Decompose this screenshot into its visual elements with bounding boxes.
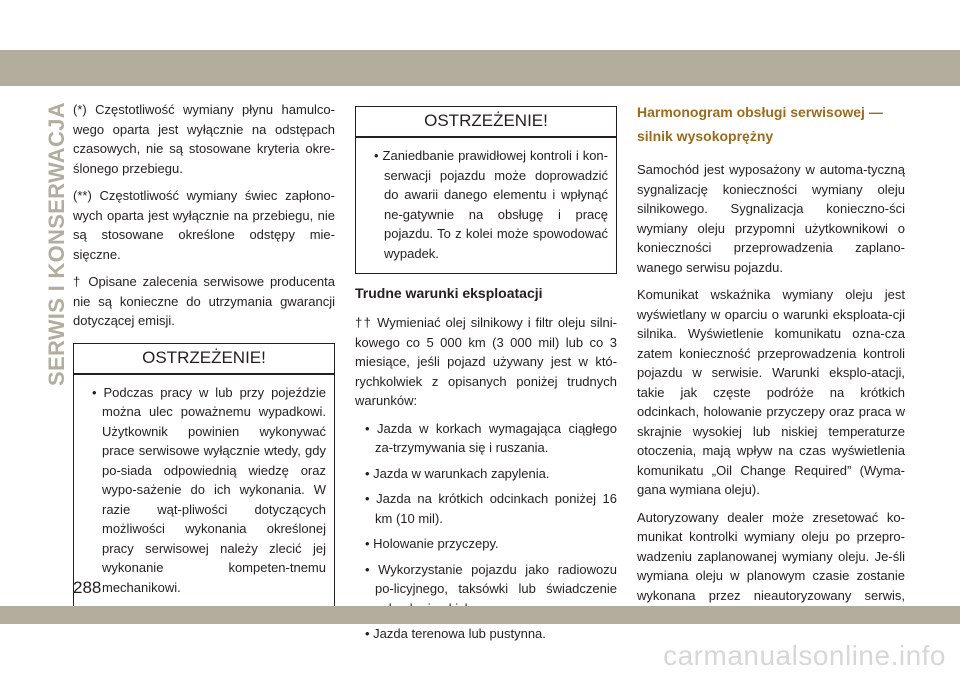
section-title-vertical: SERWIS I KONSERWACJA [44, 102, 69, 386]
list-item: • Wykorzystanie pojazdu jako radiowozu po-licyjnego, taksówki lub świadczenie [355, 560, 617, 619]
warning-item: • Zaniedbanie prawidłowej kontroli i kon-serwacji pojazdu może doprowadzić do awarii danego elementu i wpłynąć ne-gatywnie na obsługę i pracę pojazdu. To z kolei może spowodować wypadek. [364, 146, 608, 263]
paragraph-indicator-message: Komunikat wskaźnika wymiany oleju jest wyświetlany w oparciu o warunki eksploata-cji silnika. Wyświetlenie komunikatu ozna-cza zatem konieczność przeprowadzenia kontroli pojazdu w serwisie. Warunki eksplo-atacji, takie jak częste podróże na krótkich odcinkach, holowanie przyczepy oraz praca w skrajnie wysokiej lub niskiej temperaturze otoczenia, mają wpływ na czas wyświetlenia komunikatu „Oil Change Required” (Wyma-gana wymiana oleju). [637, 287, 905, 497]
list-item: • Jazda w korkach wymagająca ciągłego za-trzymywania się i ruszania. [355, 419, 617, 458]
paragraph-dealer-reset: Autoryzowany dealer może zresetować ko-munikat kontrolki wymiany oleju po przepro-wadzeniu zaplanowanej wymiany oleju. Je-śli wymiana oleju w planowym czasie zostanie wykonana przez nieautoryzowany serwis, [637, 509, 905, 603]
watermark: carmanualsonline.info [663, 640, 946, 671]
warning-title: OSTRZEŻENIE! [356, 107, 616, 138]
footnote-emission-warranty: † Opisane zalecenia serwisowe producenta nie są konieczne do utrzymania gwarancji dotyczącej emisji. [73, 274, 335, 328]
bottom-decorative-band [0, 606, 960, 624]
column-3 [637, 100, 905, 633]
section-heading-diesel-schedule: Harmonogram obsługi serwisowej — silnik wysokoprężny [637, 104, 883, 144]
list-item: • Jazda na krótkich odcinkach poniżej 16 km (10 mil). [355, 489, 617, 528]
warning-box-1 [73, 343, 335, 609]
top-decorative-band [0, 50, 960, 86]
warning-list [356, 138, 616, 273]
footnote-brake-fluid: (*) Częstotliwość wymiany płynu hamulco-wego oparta jest wyłącznie na odstępach czasowych, nie są stosowane kryteria okre-ślonego przebiegu. [73, 102, 335, 176]
difficult-conditions-intro: †† Wymieniać olej silnikowy i filtr oleju silni-kowego co 5 000 km (3 000 mil) lub co 3 miesiące, jeśli pojazd używany jest w któ-rychkolwiek z opisanych poniżej trudnych warunków: [355, 315, 617, 408]
list-item: • Holowanie przyczepy. [355, 534, 617, 554]
warning-box-2 [355, 106, 617, 274]
list-item: • Jazda w warunkach zapylenia. [355, 464, 617, 484]
warning-list [74, 375, 334, 608]
section-heading-difficult-conditions: Trudne warunki eksploatacji [355, 285, 543, 301]
column-1 [73, 100, 335, 618]
footnote-spark-plugs: (**) Częstotliwość wymiany świec zapłono-wych oparta jest wyłącznie na przebiegu, nie są stosowane określone odstępy mie-sięczne. [73, 188, 335, 262]
column-2 [355, 100, 617, 650]
warning-title: OSTRZEŻENIE! [74, 344, 334, 375]
paragraph-oil-change-indicator: Samochód jest wyposażony w automa-tyczną sygnalizację konieczności wymiany oleju silnikowego. Sygnalizacja konieczno-ści wymiany oleju przypomni użytkownikowi o konieczności przeprowadzenia zaplano-wanego serwisu pojazdu. [637, 162, 905, 275]
list-item: • Jazda terenowa lub pustynna. [355, 624, 617, 644]
page-number: 288 [73, 578, 102, 597]
warning-item: • Podczas pracy w lub przy pojeździe można ulec poważnemu wypadkowi. Użytkownik powinien wykonywać prace serwisowe wyłącznie wtedy, gdy po-siada odpowiednią wiedzę oraz wypo-sażenie do ich wykonania. W razie wąt-pliwości dotyczących możliwości wykonania określonej pracy serwisowej należy zlecić jej wykonanie kompeten-tnemu mechanikowi. [82, 383, 326, 598]
